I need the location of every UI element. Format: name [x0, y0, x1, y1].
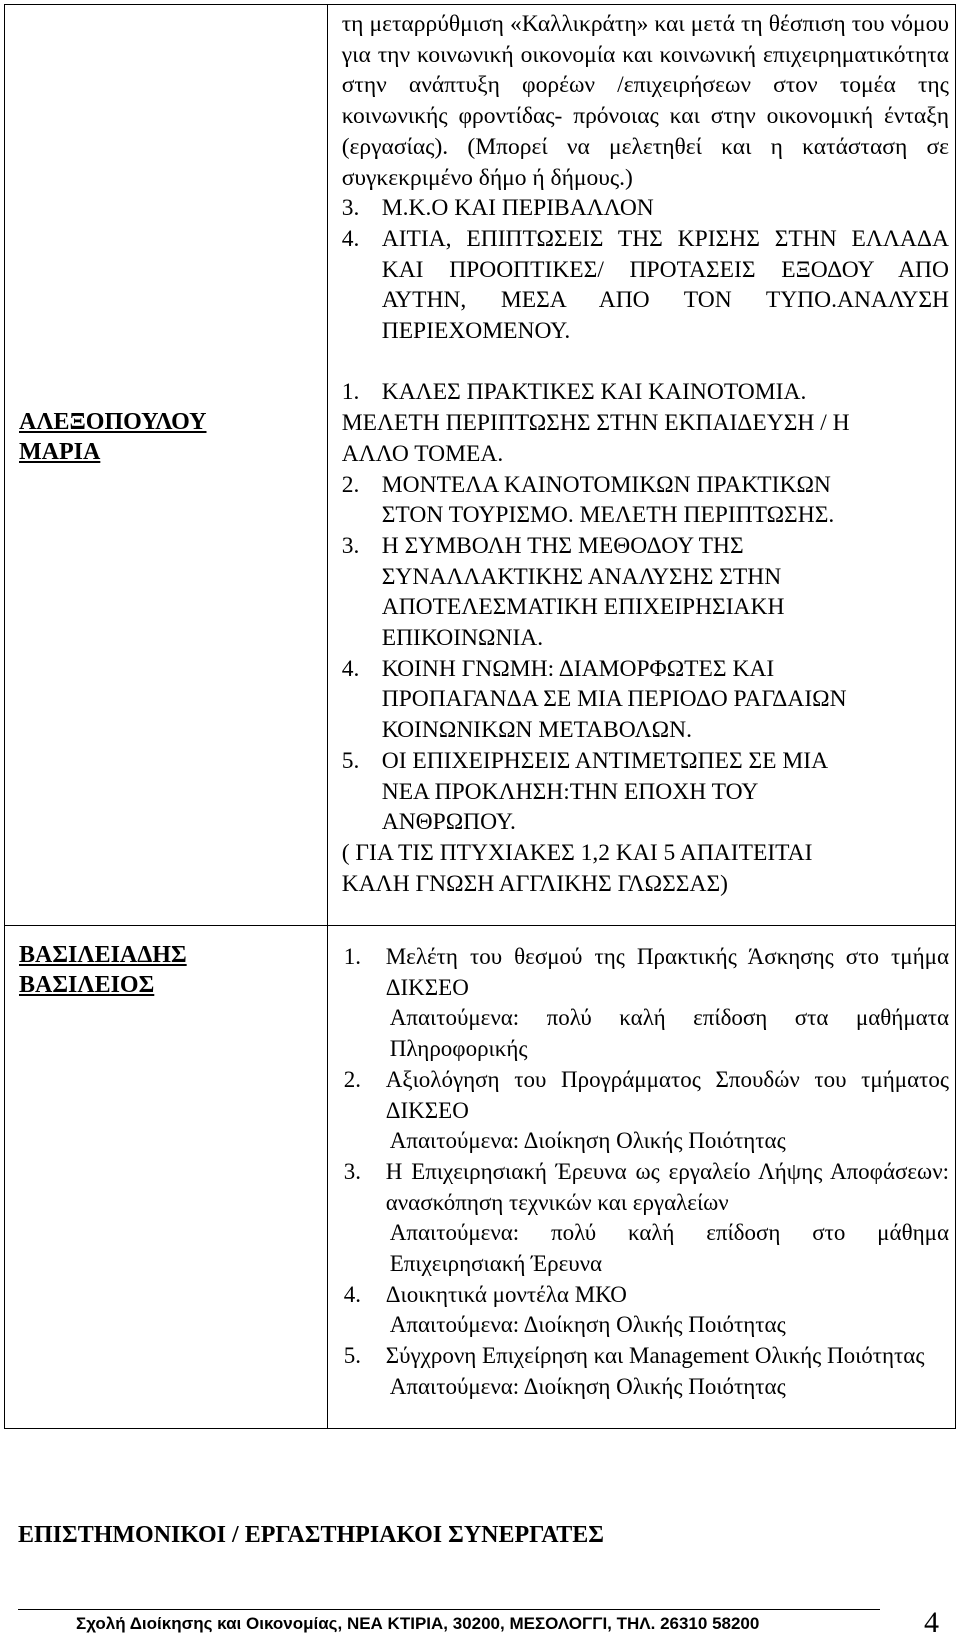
text-line: Απαιτούμενα: Διοίκηση Ολικής Ποιότητας: [389, 1312, 786, 1338]
supervisor-name-line: ΜΑΡΙΑ: [19, 439, 101, 465]
item-number: 5.: [341, 747, 360, 774]
topics-cell: [327, 5, 955, 926]
text-line: ΚΟΙΝΩΝΙΚΩΝ ΜΕΤΑΒΟΛΩΝ.: [381, 717, 692, 744]
text-line: τη μεταρρύθμιση «Καλλικράτη» και μετά τη: [341, 11, 763, 37]
text-line: φορέων /επιχειρήσεων στον τομέα της κοινωνικής: [341, 72, 949, 130]
text-line: ΚΑΛΗ ΓΝΩΣΗ ΑΓΓΛΙΚΗΣ ΓΛΩΣΣΑΣ): [341, 870, 728, 897]
text-line: ΕΠΙΚΟΙΝΩΝΙΑ.: [381, 625, 544, 652]
list-item: [344, 1341, 949, 1402]
requirements-note: [342, 838, 949, 899]
list-item: [342, 377, 949, 408]
text-line: Ποιότητας: [826, 1343, 925, 1369]
text-line: Αποφάσεων: ανασκόπηση τεχνικών και εργαλείων: [385, 1158, 949, 1215]
text-line: ΜΟΝΤΕΛΑ ΚΑΙΝΟΤΟΜΙΚΩΝ ΠΡΑΚΤΙΚΩΝ: [381, 471, 831, 498]
supervisor-name: [5, 407, 327, 467]
text-line: ΕΞΟΔΟΥ ΑΠΟ ΑΥΤΗΝ, ΜΕΣΑ ΑΠΟ ΤΟΝ: [381, 256, 949, 314]
item-body: [386, 1341, 949, 1402]
text-line: φροντίδας- πρόνοιας και στην οικονομική ένταξη: [458, 103, 949, 130]
item-number: 4.: [343, 1281, 361, 1307]
text-line: τμήμα ΔΙΚΣΕΟ: [385, 944, 949, 1000]
text-line: ΑΙΤΙΑ, ΕΠΙΠΤΩΣΕΙΣ ΤΗΣ ΚΡΙΣΗΣ ΣΤΗΝ: [381, 225, 837, 252]
item-requirements: [386, 1218, 949, 1279]
item-number: 4.: [341, 225, 360, 252]
item-body: [386, 942, 949, 1065]
text-line: ΠΡΟΠΑΓΑΝΔΑ ΣΕ ΜΙΑ ΠΕΡΙΟΔΟ ΡΑΓΔΑΙΩΝ: [381, 686, 847, 713]
item-text: [382, 654, 949, 746]
text-line: ΑΠΟΤΕΛΕΣΜΑΤΙΚΗ ΕΠΙΧΕΙΡΗΣΙΑΚΗ: [381, 594, 785, 621]
item-body: [386, 1065, 949, 1157]
item-body: [386, 1280, 949, 1341]
supervisor-name: [5, 940, 327, 1000]
item-requirements: [386, 1372, 949, 1403]
text-line: (εργασίας). (Μπορεί να μελετηθεί και η: [341, 133, 783, 160]
list-item: [342, 470, 949, 531]
text-line: Απαιτούμενα: πολύ καλή επίδοση στα μαθήματα: [389, 1005, 949, 1031]
text-line: Αξιολόγηση του Προγράμματος Σπουδών του: [385, 1066, 847, 1092]
section-heading: ΕΠΙΣΤΗΜΟΝΙΚΟΙ / ΕΡΓΑΣΤΗΡΙΑΚΟΙ ΣΥΝΕΡΓΑΤΕΣ: [18, 1522, 604, 1548]
list-item: [344, 942, 949, 1065]
item-number: 1.: [343, 944, 361, 969]
topics-content: [328, 926, 955, 1403]
topics-cell: [327, 926, 955, 1429]
item-number: 3.: [341, 532, 360, 559]
footer-divider: [18, 1609, 880, 1610]
text-line: ΕΛΛΑΔΑ ΚΑΙ ΠΡΟΟΠΤΙΚΕΣ/ ΠΡΟΤΑΣΕΙΣ: [381, 225, 949, 283]
footer-address: Σχολή Διοίκησης και Οικονομίας, ΝΕΑ ΚΤΙΡΙΑ, 30200, ΜΕΣΟΛΟΓΓΙ, ΤΗΛ. 26310 58200: [76, 1614, 760, 1633]
table-row: [5, 926, 956, 1429]
supervisor-name-line: ΑΛΕΞΟΠΟΥΛΟΥ: [19, 409, 207, 435]
list-item: [342, 746, 949, 838]
text-line: Σύγχρονη Επιχείρηση και Management Ολικής: [385, 1343, 822, 1369]
text-line: Απαιτούμενα: πολύ καλή επίδοση στο μάθημα: [389, 1220, 949, 1246]
item-text: [382, 746, 949, 838]
list-continuation: [342, 408, 949, 469]
text-line: Απαιτούμενα: Διοίκηση Ολικής Ποιότητας: [389, 1373, 786, 1399]
item-body: [386, 1157, 949, 1280]
item-title: [386, 942, 949, 1003]
item-requirements: [386, 1310, 949, 1341]
supervisor-cell: [5, 5, 328, 926]
item-text: [382, 224, 949, 378]
text-line: Μελέτη του θεσμού της Πρακτικής Άσκησης στο: [385, 944, 879, 969]
item-title: [386, 1280, 949, 1311]
list-item: [344, 1065, 949, 1157]
text-line: ΣΥΝΑΛΛΑΚΤΙΚΗΣ ΑΝΑΛΥΣΗΣ ΣΤΗΝ: [381, 563, 782, 590]
text-line: ΝΕΑ ΠΡΟΚΛΗΣΗ:ΤΗΝ ΕΠΟΧΗ ΤΟΥ: [381, 778, 759, 805]
list-item: [342, 224, 949, 378]
supervisor-cell: [5, 926, 328, 1429]
item-title: [386, 1065, 949, 1126]
list-item: [342, 193, 949, 224]
item-number: 3.: [343, 1158, 361, 1184]
text-line: ΜΕΛΕΤΗ ΠΕΡΙΠΤΩΣΗΣ ΣΤΗΝ ΕΚΠΑΙΔΕΥΣΗ / Η: [341, 410, 850, 437]
text-line: ( ΓΙΑ ΤΙΣ ΠΤΥΧΙΑΚΕΣ 1,2 ΚΑΙ 5 ΑΠΑΙΤΕΙΤΑΙ: [341, 839, 813, 866]
text-line: κατάσταση σε συγκεκριμένο δήμο ή δήμους.): [341, 133, 950, 191]
item-title: [386, 1157, 949, 1218]
list-item: [342, 531, 949, 654]
item-number: 1.: [341, 379, 360, 406]
text-line: Επιχειρησιακή Έρευνα: [389, 1251, 603, 1277]
text-line: ΣΤΟΝ ΤΟΥΡΙΣΜΟ. ΜΕΛΕΤΗ ΠΕΡΙΠΤΩΣΗΣ.: [381, 502, 835, 529]
text-line: Διοικητικά μοντέλα ΜΚΟ: [385, 1281, 627, 1307]
page-number: 4: [924, 1606, 939, 1639]
topics-content: [328, 5, 955, 899]
item-text: Μ.Κ.Ο ΚΑΙ ΠΕΡΙΒΑΛΛΟΝ: [381, 195, 654, 222]
text-line: ΟΙ ΕΠΙΧΕΙΡΗΣΕΙΣ ΑΝΤΙΜΕΤΩΠΕΣ ΣΕ ΜΙΑ: [381, 747, 829, 774]
item-number: 4.: [341, 655, 360, 682]
supervisors-topics-table: [4, 4, 956, 1429]
text-line: Η ΣΥΜΒΟΛΗ ΤΗΣ ΜΕΘΟΔΟΥ ΤΗΣ: [381, 532, 744, 559]
text-line: ΑΛΛΟ ΤΟΜΕΑ.: [341, 440, 504, 467]
text-line: ΤΥΠΟ.ΑΝΑΛΥΣΗ ΠΕΡΙΕΧΟΜΕΝΟΥ.: [381, 287, 949, 345]
item-requirements: [386, 1003, 949, 1064]
supervisor-name-line: ΒΑΣΙΛΕΙΑΔΗΣ: [19, 942, 187, 968]
list-item: [342, 654, 949, 746]
item-text: [382, 531, 949, 654]
item-requirements: [386, 1126, 949, 1157]
item-number: 2.: [343, 1066, 361, 1092]
item-text: ΚΑΛΕΣ ΠΡΑΚΤΙΚΕΣ ΚΑΙ ΚΑΙΝΟΤΟΜΙΑ.: [381, 379, 807, 406]
text-line: και κοινωνική επιχειρηματικότητα στην ανάπτυξη: [341, 41, 949, 99]
supervisor-name-line: ΒΑΣΙΛΕΙΟΣ: [19, 972, 155, 998]
text-line: τμήματος ΔΙΚΣΕΟ: [385, 1066, 950, 1123]
item-text: [382, 470, 949, 531]
item-title: [386, 1341, 949, 1372]
text-line: ΑΝΘΡΩΠΟΥ.: [381, 809, 516, 836]
text-line: ΚΟΙΝΗ ΓΝΩΜΗ: ΔΙΑΜΟΡΦΩΤΕΣ ΚΑΙ: [381, 655, 775, 682]
item-number: 2.: [341, 471, 360, 498]
list-item: [344, 1280, 949, 1341]
table-row: [5, 5, 956, 926]
text-line: Η Επιχειρησιακή Έρευνα ως εργαλείο Λήψης: [385, 1158, 823, 1184]
text-line: Πληροφορικής: [389, 1036, 528, 1062]
list-item: [344, 1157, 949, 1280]
intro-paragraph: [342, 9, 949, 193]
item-number: 3.: [341, 195, 360, 222]
item-number: 5.: [343, 1343, 361, 1369]
text-line: Απαιτούμενα: Διοίκηση Ολικής Ποιότητας: [389, 1128, 786, 1154]
text-line: θέσπιση του νόμου για την κοινωνική οικονομία: [341, 11, 949, 68]
